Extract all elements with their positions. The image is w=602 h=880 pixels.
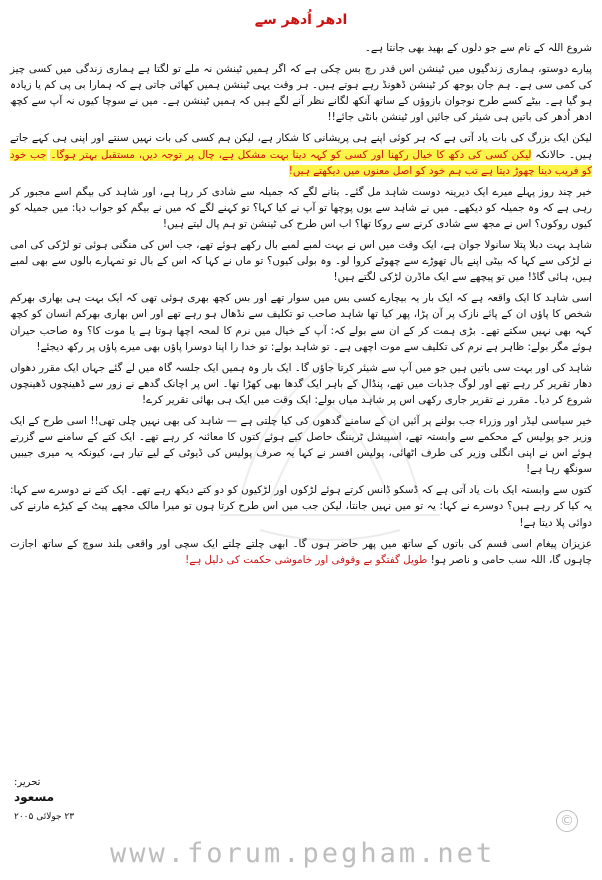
copyright-icon: © <box>556 810 578 832</box>
paragraph-closing-text: عزیزان پیغام اسی قسم کی باتوں کے ساتھ میں پھر حاضر ہوں گا۔ ابھی چلتے چلتے ایک سچی اور واقعی بلند سوچ کے ساتھ اجازت چاہوں گا، اللہ سب حامی و ناصر ہو! <box>10 537 592 566</box>
closing-quote: طویل گفتگو بے وقوفی اور خاموشی حکمت کی دلیل ہے! <box>185 553 428 566</box>
signature-label: تحریر: <box>14 777 41 788</box>
paragraph-advice <box>10 130 592 178</box>
highlighted-closing: جب خود کو فریب دینا چھوڑ دیتا ہے تب ہم خود کو اصل معنوں میں دیکھتے ہیں! <box>10 148 592 177</box>
paragraph-closing <box>10 536 592 568</box>
paragraph-hair: شاہد بہت دبلا پتلا سانولا جوان ہے، ایک وقت میں اس نے بہت لمبے لمبے بال رکھے ہوئے تھے، جب اس کی منگنی ہوئی تو لڑکی کی امی نے لڑکی سے کہا کہ بیٹی اپنے بال تھوڑے سے چھوٹے کروا لو۔ وہ بولی کیوں؟ تو ماں نے کہا کہ اس کے بال تو تمہارے بالوں سے بھی لمبے ہیں، ہائی گاڈ! میں تو پیچھے سے ایک ماڈرن لڑکی لگتے ہیں! <box>10 239 592 284</box>
paragraph-intro: پیارے دوستو، ہماری زندگیوں میں ٹینشن اس قدر رچ بس چکی ہے کہ اگر ہمیں ٹینشن نہ ملے تو لگتا ہے ہماری زندگی میں کسی چیز کی کمی سی ہے۔ ہم جان بوجھ کر ٹینشن ڈھونڈ رہے ہوتے ہیں۔ ہر وقت یہی ٹینشن ہمیں کھائی جاتی ہے کہ ہمارا بی پی کم یا زیادہ ہو گیا ہے۔ بیٹے کسے طرح نوجوان بازوؤں کے ساتھ آنکھ لگانے نظر آنے لگے ہیں کہ ہمیں ٹینشن ہے۔ میں نے سوچا کیوں نہ آپ سے کچھ ادھر اُدھر کی باتیں ہی شیئر کی جائیں اور ٹینشن بانٹی جائے!! <box>10 63 592 124</box>
paragraph-minister: خیر سیاسی لیڈر اور وزراء جب بولنے پر آئیں ان کے سامنے گدھوں کی کیا چلتی ہے — شاہد کی بھی نہیں چلی تھی!! اسی طرح کے ایک وزیر جو پولیس کے محکمے سے وابستہ تھے، اسپیشل ٹریننگ حاصل کیے ہوئے کتوں کا معائنہ کر رہے تھے۔ ایک کتے کے سامنے سے گزرتے ہوئے اس نے اپنی انگلی وزیر کی طرف اٹھائی، پولیس افسر نے کہا یہ صرف پولیس کی ڈیوٹی کے لیے تیار ہے، کیونکہ یہ میری جیبیں سونگھ رہا ہے! <box>10 414 592 476</box>
paragraph-dogs: کتوں سے وابستہ ایک بات یاد آتی ہے کہ ڈسکو ڈانس کرتے ہوئے لڑکوں اور لڑکیوں کو دو کتے دیکھ رہے تھے۔ ایک کتے نے دوسرے سے کہا: یہ کیا کر رہے ہیں؟ دوسرے نے کہا: یہ تو میں نہیں جانتا، لیکن جب میں اس طرح کرتا ہوں تو میرا مالک مجھے پیٹ کے کیڑے مارنے کی دوائی پلا دیتا ہے! <box>10 484 592 529</box>
site-watermark: www.forum.pegham.net <box>110 838 496 869</box>
paragraph-advice-text: لیکن ایک بزرگ کی بات یاد آتی ہے کہ ہر کوئی اپنے ہی پریشانی کا شکار ہے، لیکن ہم کسی کی بات نہیں سنتے اور اپنی ہی کہے جاتے ہیں۔ حالانکہ <box>10 132 592 161</box>
signature-name: مسعود <box>14 790 55 804</box>
opening-line: شروع اللہ کے نام سے جو دلوں کے بھید بھی جانتا ہے۔ <box>364 42 592 54</box>
article-body <box>10 40 592 573</box>
author-signature <box>14 776 104 824</box>
paragraph-friend: خیر چند روز پہلے میرے ایک دیرینہ دوست شاہد مل گئے۔ بتانے لگے کہ جمیلہ سے شادی کر رہا ہے، اور شاہد کی بیگم اسے مجبور کر رہی ہے کہ وہ جمیلہ کو دیکھے۔ میں نے شاہد سے یوں پوچھا تو آپ نے کیا کہا؟ تو کہنے لگے کہ میں نے بیگم کو جواب دیا: میں جمیلہ کو کیوں روکوں؟ اس نے مجھ سے شادی کرنے سے روکا تھا؟ اب اس طرح کی ٹینشن تو ہم پال لیتے ہیں! <box>10 185 592 230</box>
paragraph-bus: اسی شاہد کا ایک واقعہ ہے کہ ایک بار یہ بیچارے کسی بس میں سوار تھے اور بس کچھ بھری ہوئی تھی کہ ایک بہت ہی بھاری بھرکم شخص کا پاؤں ان کے پائے نازک پر آن پڑا، پھر کیا تھا شاہد صاحب تو تکلیف سے نڈھال ہو رہے تھے اور اس بھاری بھرکم انسان کو کچھ کہہ بھی نہیں سکتے تھے۔ بڑی ہمت کر کے ان سے بولے کہ: آپ کے خیال میں نرم کا لمحہ اچھا ہوتا ہے یا موت کا؟ وہ صاحب حیران ہوئے مگر بولے: ظاہر ہے نرم کی تکلیف سے موت اچھی ہے۔ تو شاہد بولے: تو خدا را اپنا دوسرا پاؤں بھی میرے پاؤں پر رکھ دیجئے! <box>10 292 592 353</box>
highlighted-quote: لیکن کسی کی دکھ کا خیال رکھنا اور کسی کو کہہ دینا بہت مشکل ہے، چال پر توجہ دیں، مستقبل بہتر ہوگا۔ <box>50 148 532 161</box>
signature-date: ۲۳ جولائی ۲۰۰۵ <box>14 812 75 822</box>
paragraph-speech: شاہد کی اور بہت سی باتیں ہیں جو میں آپ سے شیئر کرتا جاؤں گا۔ ایک بار وہ ہمیں ایک جلسہ گاہ میں لے گئے جہاں ایک مقرر دھواں دھار تقریر کر رہے تھے اور لوگ جذبات میں تھے، پنڈال کے باہر ایک گدھا بھی کھڑا تھا۔ اس پر اچانک گدھے نے زور سے ڈھینچوں ڈھینچوں شروع کر دیا۔ مقرر نے تقریر جاری رکھی اس پر شاہد میاں بولے: ایک وقت میں ایک ہی بھائی تقریر کرے! <box>10 361 592 406</box>
page-title: ادھر اُدھر سے <box>254 12 348 28</box>
